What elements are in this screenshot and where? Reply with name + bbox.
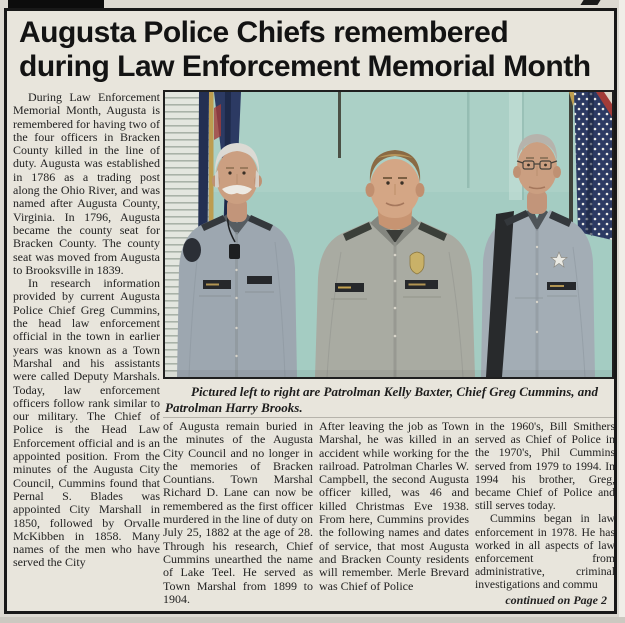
body-column-3	[319, 420, 469, 612]
page-margin	[0, 617, 625, 623]
paragraph: In research information provided by current Augusta Police Chief Greg Cummins, the head law enforcement official in the town in earlier years was known as a Town Marshal and his assistants were called Deputy Marshals. Today, law enforcement officers follow rank similar to our military. The Chief of Police is the Head Law Enforcement official and is an appointed position. From the minutes of the Augusta City Council, Cummins found that Pernal S. Blades was appointed City Marshall in 1850, followed by Orvalle McKibben in 1858. Many names of the men who have served the City	[13, 276, 160, 570]
body-column-1	[13, 91, 160, 612]
chief-badge	[410, 252, 424, 274]
photo-caption: Pictured left to right are Patrolman Kelly Baxter, Chief Greg Cummins, and Patrolman Harry Brooks.	[165, 384, 598, 415]
paragraph: After leaving the job as Town Marshal, he was killed in an accident while working for the railroad. Patrolman Charles W. Campbell, the second Augusta officer killed, was 46 and killed Christmas Eve 1938. From here, Cummins provides the following names and dates of service, that most Augusta and Bracken County residents will remember. Merle Brevard was Chief of Police	[319, 420, 469, 593]
headline-line1: Augusta Police Chiefs remembered	[19, 16, 509, 49]
scan-edge-artifact	[580, 0, 600, 5]
paragraph: of Augusta remain buried in the minutes of the Augusta City Council and no longer in the memories of Bracken Countians. Town Marshal Richard D. Lane can now be remembered as the first officer murdered in the line of duty on July 25, 1882 at the age of 28. Through his research, Chief Cummins unearthed the name of Lake Teel. He served as Town Marshal from 1899 to 1904.	[163, 420, 313, 606]
headline	[19, 16, 609, 84]
paragraph: During Law Enforcement Memorial Month, Augusta is remembered for having two of the four officers in Bracken County killed in the line of duty. Augusta was established in 1786 as a trading post along the Ohio River, and was named after Augusta County, Virginia. In 1796, Augusta became the county seat for Bracken County. The county seat was moved from Augusta to Brooksville in 1839.	[13, 91, 160, 277]
photo-officers	[163, 90, 614, 379]
flag-pole	[338, 92, 341, 158]
shoulder-patch	[183, 238, 201, 262]
continued-on-page-label: continued on Page 2	[505, 592, 607, 607]
body-column-2	[163, 420, 313, 612]
article	[4, 8, 617, 614]
headline-line2: during Law Enforcement Memorial Month	[19, 50, 591, 83]
page-margin	[619, 0, 625, 623]
paragraph: in the 1960's, Bill Smithers served as Chief of Police in the 1970's, Phil Cummins served from 1979 to 1994. In 1994 his brother, Greg, became Chief of Police and still serves today.	[475, 420, 615, 513]
divider	[163, 417, 614, 418]
paragraph: Cummins began in law enforcement in 1978. He has worked in all aspects of law enforcement from administrative, criminal investigations and commu	[475, 512, 615, 592]
photo-illustration	[165, 92, 612, 377]
body-column-4	[475, 420, 615, 612]
